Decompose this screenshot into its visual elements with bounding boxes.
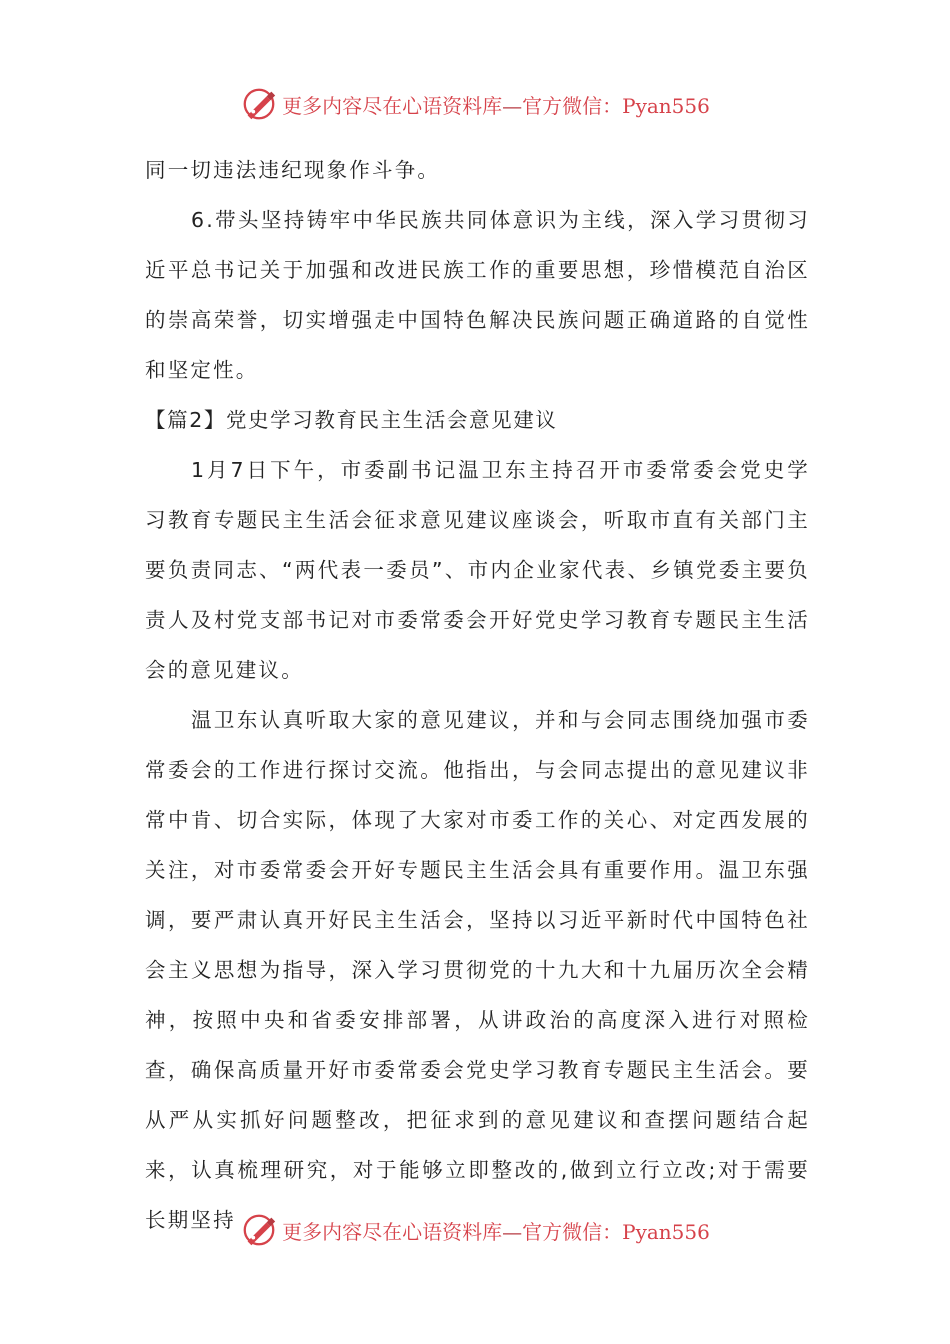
banner-brand: 更多内容尽在心语资料库	[282, 1219, 503, 1244]
paragraph-meeting: 1月7日下午，市委副书记温卫东主持召开市委常委会党史学习教育专题民主生活会征求意见建议座谈会，听取市直有关部门主要负责同志、“两代表一委员”、市内企业家代表、乡镇党委主要负责人及村党支部书记对市委常委会开好党史学习教育专题民主生活会的意见建议。	[145, 458, 810, 682]
document-body	[145, 145, 810, 1245]
header-banner	[0, 82, 950, 126]
footer-banner	[0, 1208, 950, 1252]
paragraph-item-6: 6.带头坚持铸牢中华民族共同体意识为主线，深入学习贯彻习近平总书记关于加强和改进民族工作的重要思想，珍惜模范自治区的崇高荣誉，切实增强走中国特色解决民族问题正确道路的自觉性和坚定性。	[145, 208, 810, 382]
banner-wechat: 官方微信：Pyan556	[522, 93, 710, 118]
banner-text	[282, 1216, 710, 1245]
banner-text	[282, 90, 710, 119]
section-heading: 【篇2】党史学习教育民主生活会意见建议	[145, 408, 558, 432]
banner-dash: —	[502, 93, 523, 118]
pen-logo-icon	[240, 1211, 278, 1249]
banner-dash: —	[502, 1219, 523, 1244]
paragraph-remarks: 温卫东认真听取大家的意见建议，并和与会同志围绕加强市委常委会的工作进行探讨交流。他指出，与会同志提出的意见建议非常中肯、切合实际，体现了大家对市委工作的关心、对定西发展的关注，对市委常委会开好专题民主生活会具有重要作用。温卫东强调，要严肃认真开好民主生活会，坚持以习近平新时代中国特色社会主义思想为指导，深入学习贯彻党的十九大和十九届历次全会精神，按照中央和省委安排部署，从讲政治的高度深入进行对照检查，确保高质量开好市委常委会党史学习教育专题民主生活会。要从严从实抓好问题整改，把征求到的意见建议和查摆问题结合起来，认真梳理研究，对于能够立即整改的,做到立行立改;对于需要长期坚持	[145, 708, 810, 1232]
banner-wechat: 官方微信：Pyan556	[522, 1219, 710, 1244]
pen-logo-icon	[240, 85, 278, 123]
paragraph-continuation: 同一切违法违纪现象作斗争。	[145, 158, 441, 182]
banner-brand: 更多内容尽在心语资料库	[282, 93, 503, 118]
